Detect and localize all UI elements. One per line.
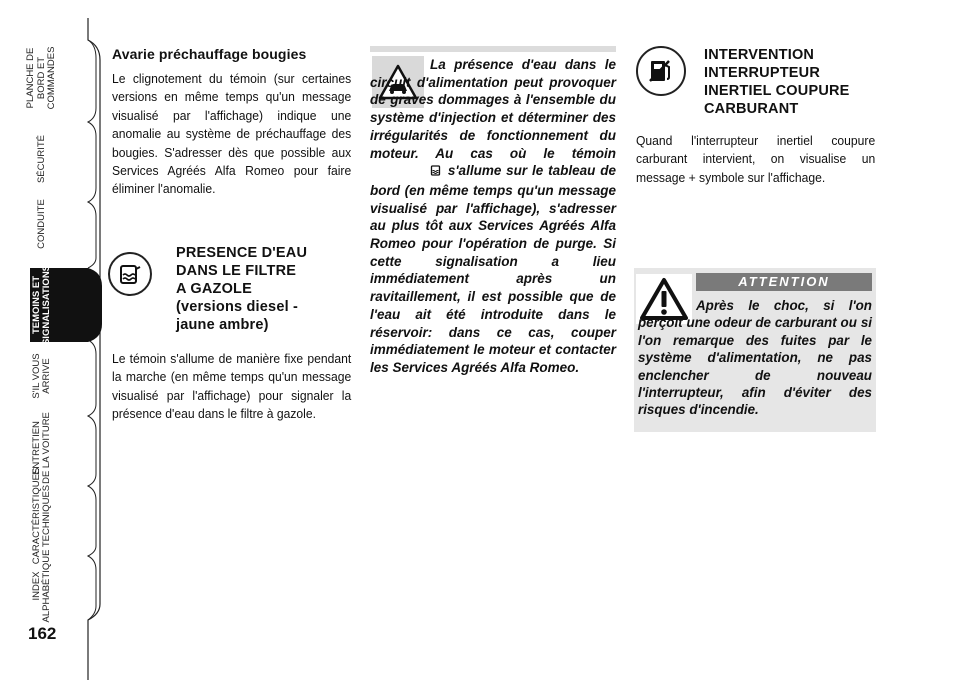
tab-securite[interactable]: SÉCURITÉ xyxy=(35,134,47,184)
water-heading-line2: DANS LE FILTRE xyxy=(176,263,297,279)
water-warning-text-part1: La présence d'eau dans le circuit d'alimentation peut provoquer de graves dommages à l'ensemble du système d'injection et déterminer des irrégularités de fonctionnement du moteur. Au cas où le témoin xyxy=(370,57,616,161)
water-heading xyxy=(176,244,346,334)
page-number: 162 xyxy=(28,624,57,643)
switch-heading xyxy=(704,46,874,118)
tab-sil-vous-arrive[interactable]: S'IL VOUS ARRIVE xyxy=(30,353,52,399)
tab-conduite[interactable]: CONDUITE xyxy=(35,199,47,249)
attention-box xyxy=(634,268,876,432)
switch-heading-line1: INTERVENTION xyxy=(704,47,815,63)
switch-heading-line2: INTERRUPTEUR xyxy=(704,65,820,81)
attention-text: Après le choc, si l'on perçoit une odeur de carburant ou si l'on remarque des fuites par le système d'alimentation, ne pas enclencher de nouveau l'interrupteur, afin d'éviter des risques d'incendie. xyxy=(638,298,872,418)
middle-column xyxy=(370,56,616,377)
glow-plug-heading: Avarie préchauffage bougies xyxy=(112,46,307,62)
tab-planche-de-bord[interactable]: PLANCHE DE BORD ET COMMANDES xyxy=(25,46,58,110)
water-in-fuel-icon xyxy=(108,252,152,296)
tab-index[interactable]: INDEX ALPHABÉTIQUE xyxy=(30,549,52,623)
water-heading-line5: jaune ambre) xyxy=(176,317,269,333)
switch-heading-line4: CARBURANT xyxy=(704,101,799,117)
water-text: Le témoin s'allume de manière fixe pendant la marche (en même temps qu'un message visualisé par l'affichage) pour signaler la présence d'eau dans le filtre à gazole. xyxy=(112,351,352,422)
fuel-cutoff-switch-icon xyxy=(636,46,686,96)
water-heading-line1: PRESENCE D'EAU xyxy=(176,245,308,261)
switch-text: Quand l'interrupteur inertiel coupure carburant intervient, on visualise un message + symbole sur l'affichage. xyxy=(636,133,876,185)
tab-entretien[interactable]: ENTRETIEN DE LA VOITURE xyxy=(30,412,52,484)
water-warning-text xyxy=(370,56,616,377)
middle-column-top-bar xyxy=(370,46,616,52)
chapter-sidebar xyxy=(0,0,110,692)
attention-label: ATTENTION xyxy=(696,273,872,291)
glow-plug-text: Le clignotement du témoin (sur certaines versions en même temps qu'un message visualisé par l'affichage) indique une anomalie au système de préchauffage des bougies. S'adresser dès que possible aux Services Agréés Alfa Romeo pour faire éliminer l'anomalie. xyxy=(112,71,352,197)
tab-caracteristiques[interactable]: CARACTÉRISTIQUES TECHNIQUES xyxy=(30,467,52,565)
switch-text-block xyxy=(636,132,878,187)
inline-water-in-fuel-icon xyxy=(370,164,443,182)
switch-heading-line3: INERTIEL COUPURE xyxy=(704,83,850,99)
water-warning-text-part2: s'allume sur le tableau de bord (en même temps qu'un message visualisé par l'affichage), s'adresser au plus tôt aux Services Agréés Alfa Romeo pour l'opération de purge. Si cette signalisation a lieu immédiatement après un ravitaillement, il est possible que de l'eau ait été introduite dans le réservoir: dans ce cas, couper immédiatement le moteur et contacter les Services Agréés Alfa Romeo. xyxy=(370,163,616,375)
left-column xyxy=(112,46,352,199)
water-heading-line3: A GAZOLE xyxy=(176,281,252,297)
water-heading-line4: (versions diesel - xyxy=(176,299,299,315)
tab-temoins-signalisations[interactable]: TEMOINS ET SIGNALISATIONS xyxy=(30,264,52,346)
water-text-block xyxy=(112,350,352,424)
